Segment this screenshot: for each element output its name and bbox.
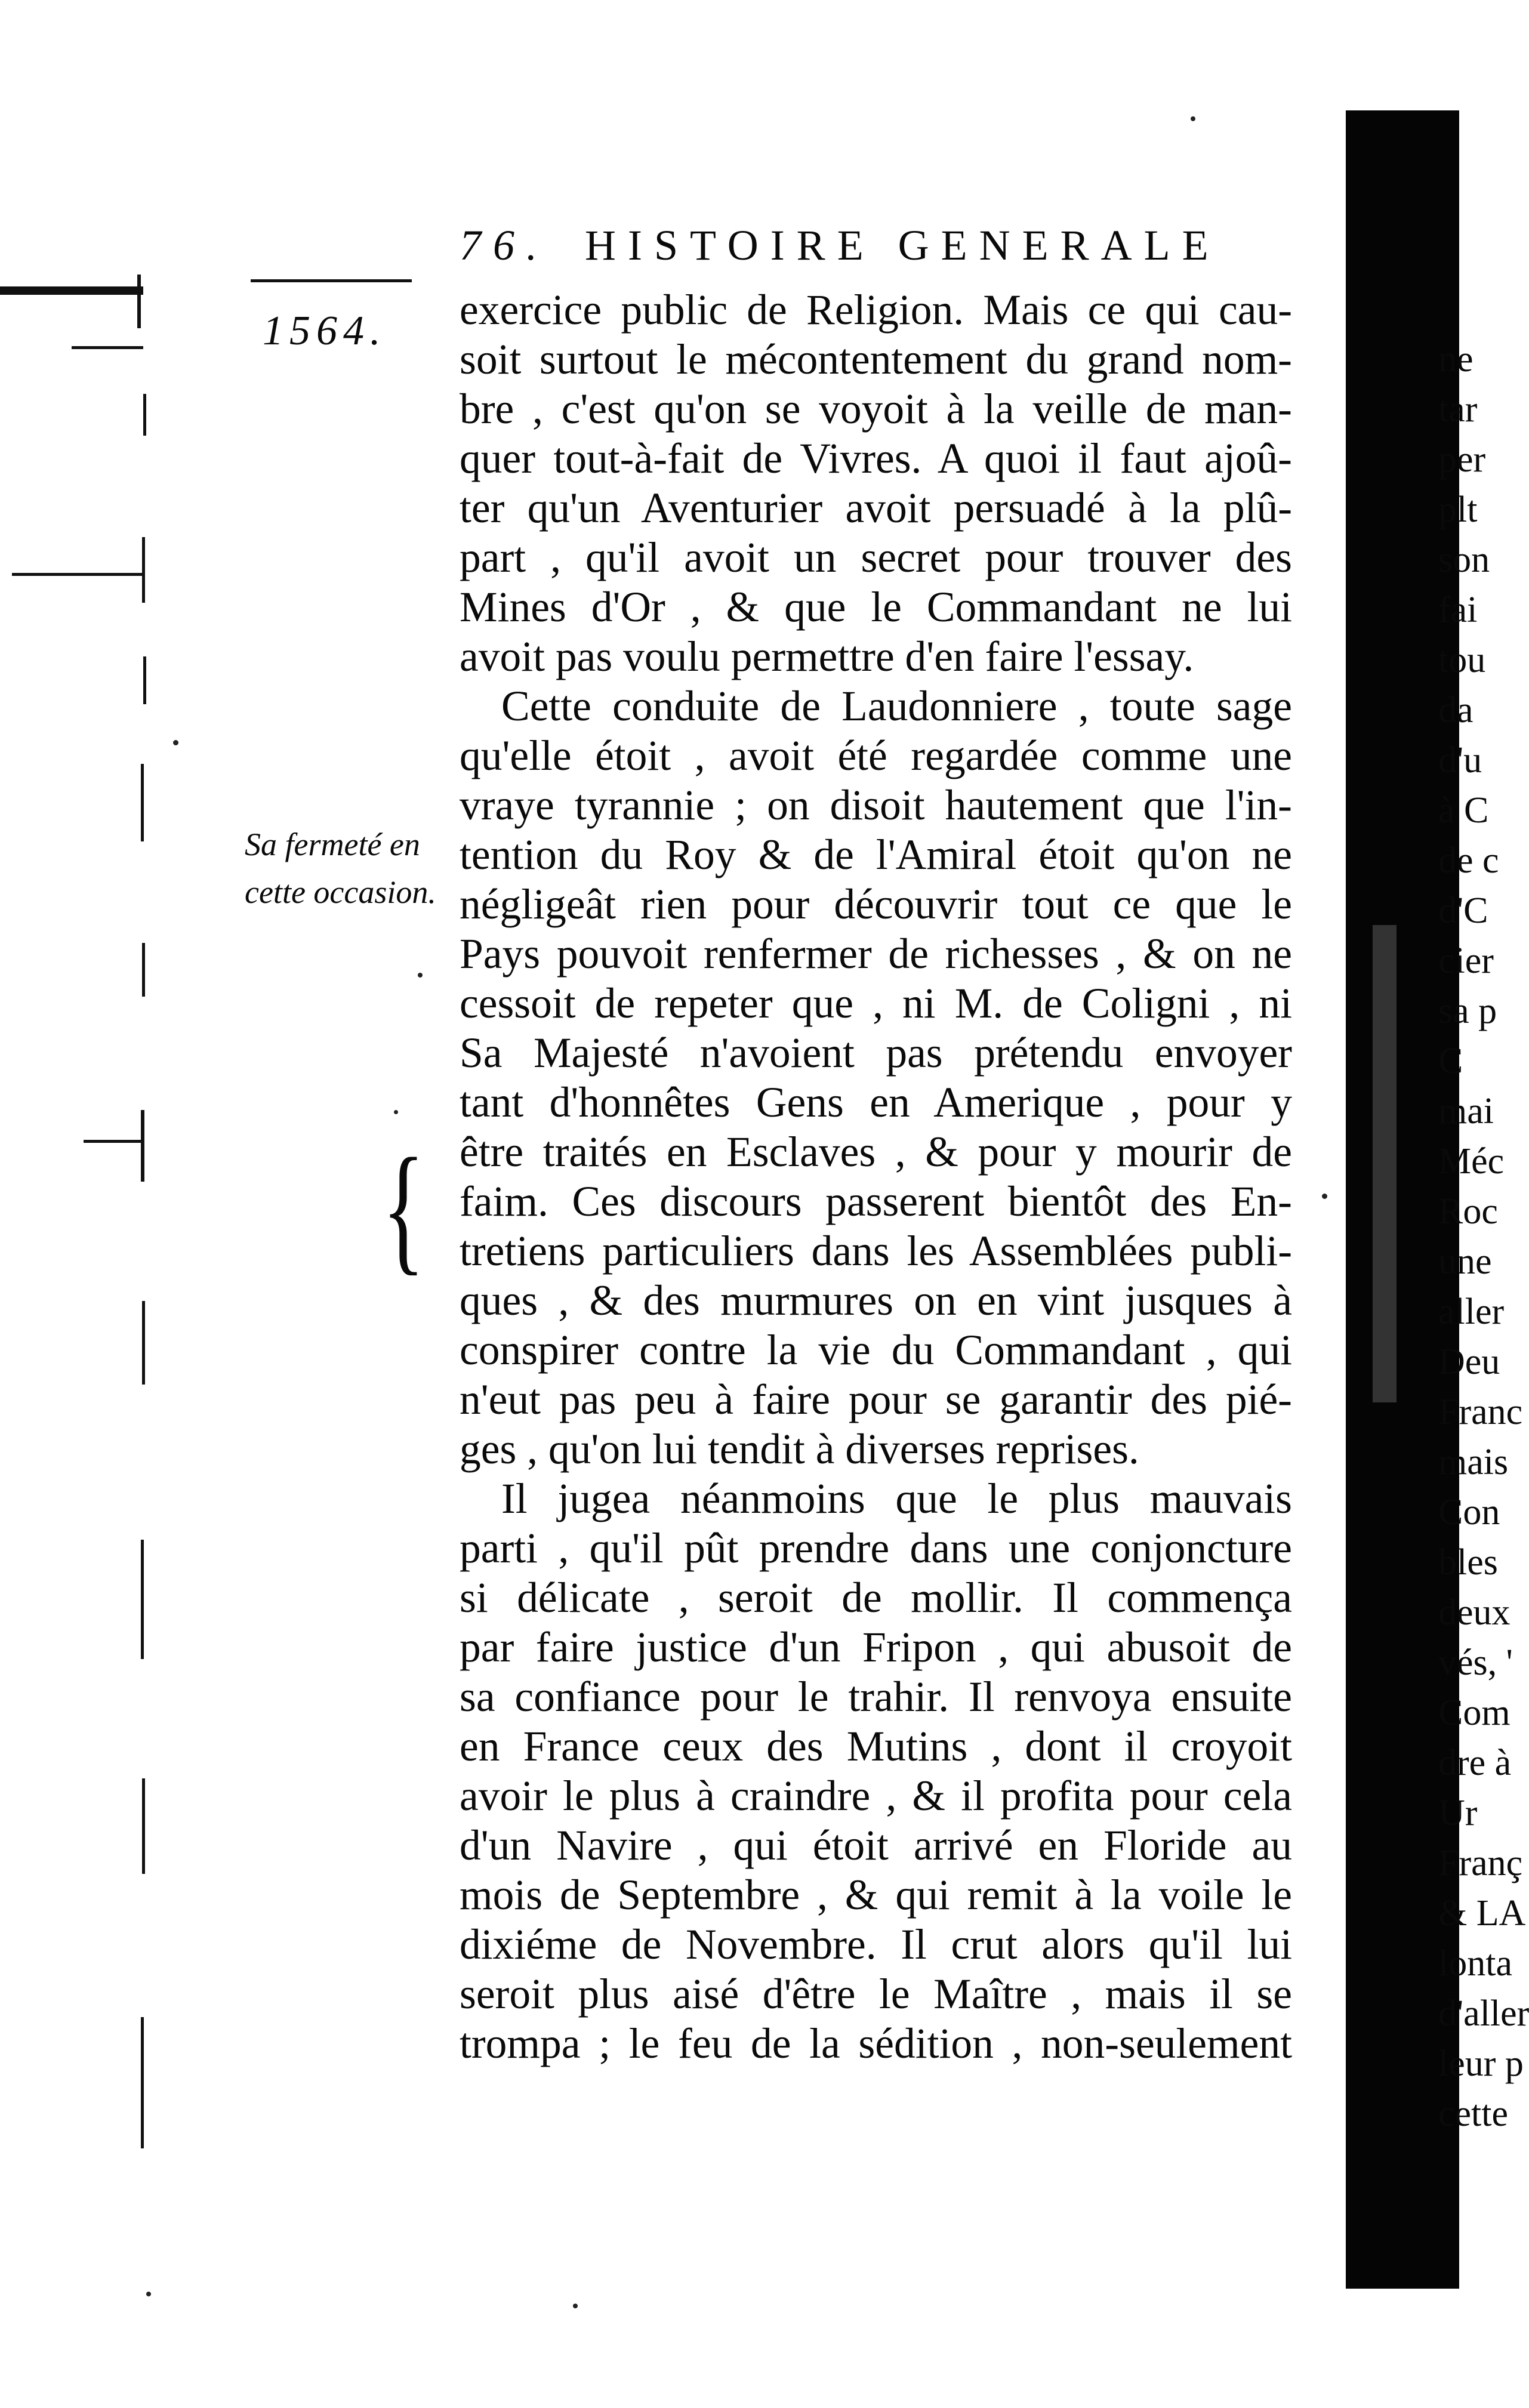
text-line: faim. Ces discours passerent bientôt des En- [460, 1178, 1292, 1225]
fragment-line: per [1438, 439, 1486, 480]
fragment-line: d'C [1438, 890, 1488, 931]
fragment-line: tou [1438, 640, 1486, 680]
fragment-line: bles [1438, 1542, 1498, 1583]
text-line: Il jugea néanmoins que le plus mauvais [501, 1475, 1292, 1522]
edge-mark [0, 286, 143, 295]
fragment-line: mais [1438, 1442, 1509, 1482]
running-head [460, 221, 1295, 292]
ink-speck [418, 973, 423, 978]
text-line: ques , & des murmures on en vint jusques à [460, 1277, 1292, 1324]
fragment-line: leur p [1438, 2043, 1524, 2084]
text-line: sa confiance pour le trahir. Il renvoya ensuite [460, 1673, 1292, 1721]
margin-note-line: Sa fermeté en [245, 827, 420, 862]
fragment-line: da [1438, 690, 1473, 730]
edge-mark [141, 1540, 144, 1659]
fragment-line: à C [1438, 790, 1489, 831]
text-line: parti , qu'il pût prendre dans une conjoncture [460, 1525, 1292, 1572]
ink-speck [1191, 116, 1195, 121]
fragment-line: deux [1438, 1592, 1510, 1633]
fragment-line: ne [1438, 339, 1473, 380]
edge-mark [142, 1778, 145, 1874]
fragment-line: Ur [1438, 1793, 1478, 1833]
fragment-line: fai [1438, 590, 1478, 630]
ink-speck [394, 1110, 398, 1114]
ink-speck [1322, 1194, 1327, 1199]
edge-mark [143, 394, 146, 436]
text-line: dixiéme de Novembre. Il crut alors qu'il lui [460, 1921, 1292, 1968]
text-line: d'un Navire , qui étoit arrivé en Floride au [460, 1822, 1292, 1869]
fragment-line: Franç [1438, 1843, 1523, 1883]
edge-mark [141, 2017, 144, 2148]
edge-mark [141, 1110, 144, 1182]
fragment-line: Méc [1438, 1141, 1505, 1182]
text-line: qu'elle étoit , avoit été regardée comme une [460, 732, 1292, 779]
binding-highlight [1373, 925, 1397, 1402]
fragment-line: de c [1438, 840, 1499, 881]
margin-year: 1564. [263, 308, 387, 354]
fragment-line: d'u [1438, 740, 1482, 781]
text-line: cessoit de repeter que , ni M. de Coligni , ni [460, 980, 1292, 1027]
fragment-line: aller [1438, 1291, 1505, 1332]
text-line: négligeât rien pour découvrir tout ce que le [460, 881, 1292, 928]
edge-mark [143, 656, 146, 704]
text-line: mois de Septembre , & qui remit à la voile le [460, 1871, 1292, 1919]
margin-note-line: cette occasion. [245, 874, 436, 910]
fragment-line: Con [1438, 1492, 1500, 1533]
text-line: bre , c'est qu'on se voyoit à la veille de man- [460, 386, 1292, 433]
fragment-line: Franc [1438, 1392, 1523, 1432]
edge-mark [137, 275, 141, 328]
fragment-line: & LA [1438, 1893, 1526, 1934]
fragment-line: tar [1438, 389, 1478, 430]
margin-rule [251, 279, 412, 282]
fragment-line: une [1438, 1241, 1492, 1282]
text-line: quer tout-à-fait de Vivres. A quoi il faut ajoû- [460, 435, 1292, 482]
fragment-line: cette [1438, 2093, 1509, 2134]
fragment-line: cier [1438, 941, 1494, 981]
ink-speck [146, 2292, 151, 2296]
text-line: avoir le plus à craindre , & il profita pour cela [460, 1772, 1292, 1820]
fragment-line: lonta [1438, 1943, 1512, 1984]
next-page-fragments [1438, 334, 1529, 2139]
left-edge-artifacts [0, 286, 149, 2256]
edge-mark [141, 764, 144, 841]
fragment-line: d'aller [1438, 1993, 1529, 2034]
edge-mark [142, 537, 145, 603]
text-line: tant d'honnêtes Gens en Amerique , pour y [460, 1079, 1292, 1126]
text-line: avoit pas voulu permettre d'en faire l'essay. [460, 633, 1194, 680]
edge-mark [142, 943, 145, 997]
text-line: tretiens particuliers dans les Assemblées publi- [460, 1228, 1292, 1275]
page-number: 76. [460, 221, 549, 269]
fragment-line: son [1438, 539, 1490, 580]
running-title: HISTOIRE GENERALE [585, 221, 1220, 269]
text-line: seroit plus aisé d'être le Maître , mais il se [460, 1971, 1292, 2018]
ink-speck [173, 740, 178, 745]
text-line: par faire justice d'un Fripon , qui abusoit de [460, 1624, 1292, 1671]
ink-speck [573, 2304, 578, 2308]
fragment-line: dre à [1438, 1743, 1512, 1783]
fragment-line: C [1438, 1041, 1463, 1081]
text-line: être traités en Esclaves , & pour y mourir de [460, 1129, 1292, 1176]
text-line: tention du Roy & de l'Amiral étoit qu'on ne [460, 831, 1292, 878]
body-text [460, 285, 1292, 2068]
fragment-line: Roc [1438, 1191, 1498, 1232]
fragment-line: Com [1438, 1692, 1510, 1733]
text-line: en France ceux des Mutins , dont il croyoit [460, 1723, 1292, 1770]
edge-mark [142, 1301, 145, 1385]
edge-mark [72, 346, 143, 349]
fragment-line: sa p [1438, 991, 1497, 1031]
text-line: Mines d'Or , & que le Commandant ne lui [460, 584, 1292, 631]
text-line: si délicate , seroit de mollir. Il commença [460, 1574, 1292, 1621]
fragment-line: Deu [1438, 1342, 1500, 1382]
edge-mark [12, 573, 143, 576]
text-line: Cette conduite de Laudonniere , toute sage [501, 683, 1292, 730]
fragment-line: mai [1438, 1091, 1494, 1131]
text-line: conspirer contre la vie du Commandant , qui [460, 1327, 1292, 1374]
margin-brace: { [382, 1129, 425, 1288]
text-line: n'eut pas peu à faire pour se garantir des pié- [460, 1376, 1292, 1423]
text-line: exercice public de Religion. Mais ce qui cau- [460, 286, 1292, 334]
text-line: ter qu'un Aventurier avoit persuadé à la plû- [460, 485, 1292, 532]
text-line: ges , qu'on lui tendit à diverses reprises. [460, 1426, 1139, 1473]
text-line: trompa ; le feu de la sédition , non-seulement [460, 2020, 1292, 2067]
text-line: part , qu'il avoit un secret pour trouver des [460, 534, 1292, 581]
text-line: Pays pouvoit renfermer de richesses , & on ne [460, 930, 1292, 978]
fragment-line: plt [1438, 489, 1478, 530]
text-line: soit surtout le mécontentement du grand nom- [460, 336, 1292, 383]
text-line: vraye tyrannie ; on disoit hautement que l'in- [460, 782, 1292, 829]
margin-note [245, 821, 454, 916]
fragment-line: vés, ' [1438, 1642, 1513, 1683]
text-line: Sa Majesté n'avoient pas prétendu envoyer [460, 1029, 1292, 1077]
edge-mark [84, 1140, 143, 1143]
